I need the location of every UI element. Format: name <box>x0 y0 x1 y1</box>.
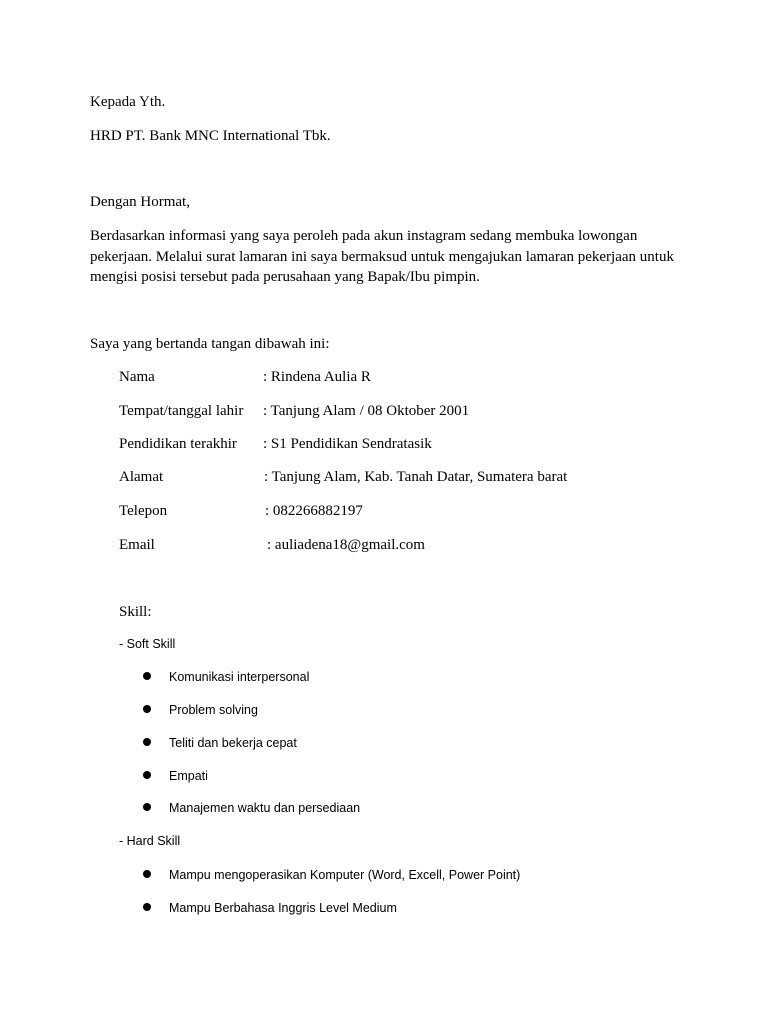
soft-skill-heading: - Soft Skill <box>119 637 176 651</box>
hard-skill-heading: - Hard Skill <box>119 834 181 848</box>
value-nama: : Rindena Aulia R <box>263 369 371 385</box>
bullet-icon <box>143 738 151 746</box>
soft-skill-item: Empati <box>169 769 208 783</box>
value-ttl: : Tanjung Alam / 08 Oktober 2001 <box>263 403 470 419</box>
recipient: HRD PT. Bank MNC International Tbk. <box>90 128 331 144</box>
signer-intro: Saya yang bertanda tangan dibawah ini: <box>90 336 330 352</box>
value-alamat: : Tanjung Alam, Kab. Tanah Datar, Sumatera barat <box>264 469 568 485</box>
bullet-icon <box>143 771 151 779</box>
intro-line-1: Berdasarkan informasi yang saya peroleh pada akun instagram sedang membuka lowongan <box>90 228 638 244</box>
soft-skill-item: Manajemen waktu dan persediaan <box>169 801 361 815</box>
intro-line-3: mengisi posisi tersebut pada perusahaan yang Bapak/Ibu pimpin. <box>90 269 480 285</box>
label-pendidikan: Pendidikan terakhir <box>119 436 237 452</box>
soft-skill-item: Problem solving <box>169 703 258 717</box>
soft-skill-item: Teliti dan bekerja cepat <box>169 736 297 750</box>
label-email: Email <box>119 537 155 553</box>
value-telepon: : 082266882197 <box>265 503 363 519</box>
label-nama: Nama <box>119 369 155 385</box>
bullet-icon <box>143 870 151 878</box>
soft-skill-item: Komunikasi interpersonal <box>169 670 310 684</box>
salutation-to: Kepada Yth. <box>90 94 166 110</box>
label-telepon: Telepon <box>119 503 168 519</box>
value-email: : auliadena18@gmail.com <box>267 537 425 553</box>
hard-skill-item: Mampu mengoperasikan Komputer (Word, Excell, Power Point) <box>169 868 521 882</box>
label-ttl: Tempat/tanggal lahir <box>119 403 244 419</box>
hard-skill-item: Mampu Berbahasa Inggris Level Medium <box>169 901 397 915</box>
bullet-icon <box>143 903 151 911</box>
bullet-icon <box>143 803 151 811</box>
bullet-icon <box>143 705 151 713</box>
bullet-icon <box>143 672 151 680</box>
greeting: Dengan Hormat, <box>90 194 190 210</box>
skills-heading: Skill: <box>119 604 152 620</box>
label-alamat: Alamat <box>119 469 164 485</box>
intro-line-2: pekerjaan. Melalui surat lamaran ini saya bermaksud untuk mengajukan lamaran pekerjaan untuk <box>90 249 674 265</box>
value-pendidikan: : S1 Pendidikan Sendratasik <box>263 436 432 452</box>
